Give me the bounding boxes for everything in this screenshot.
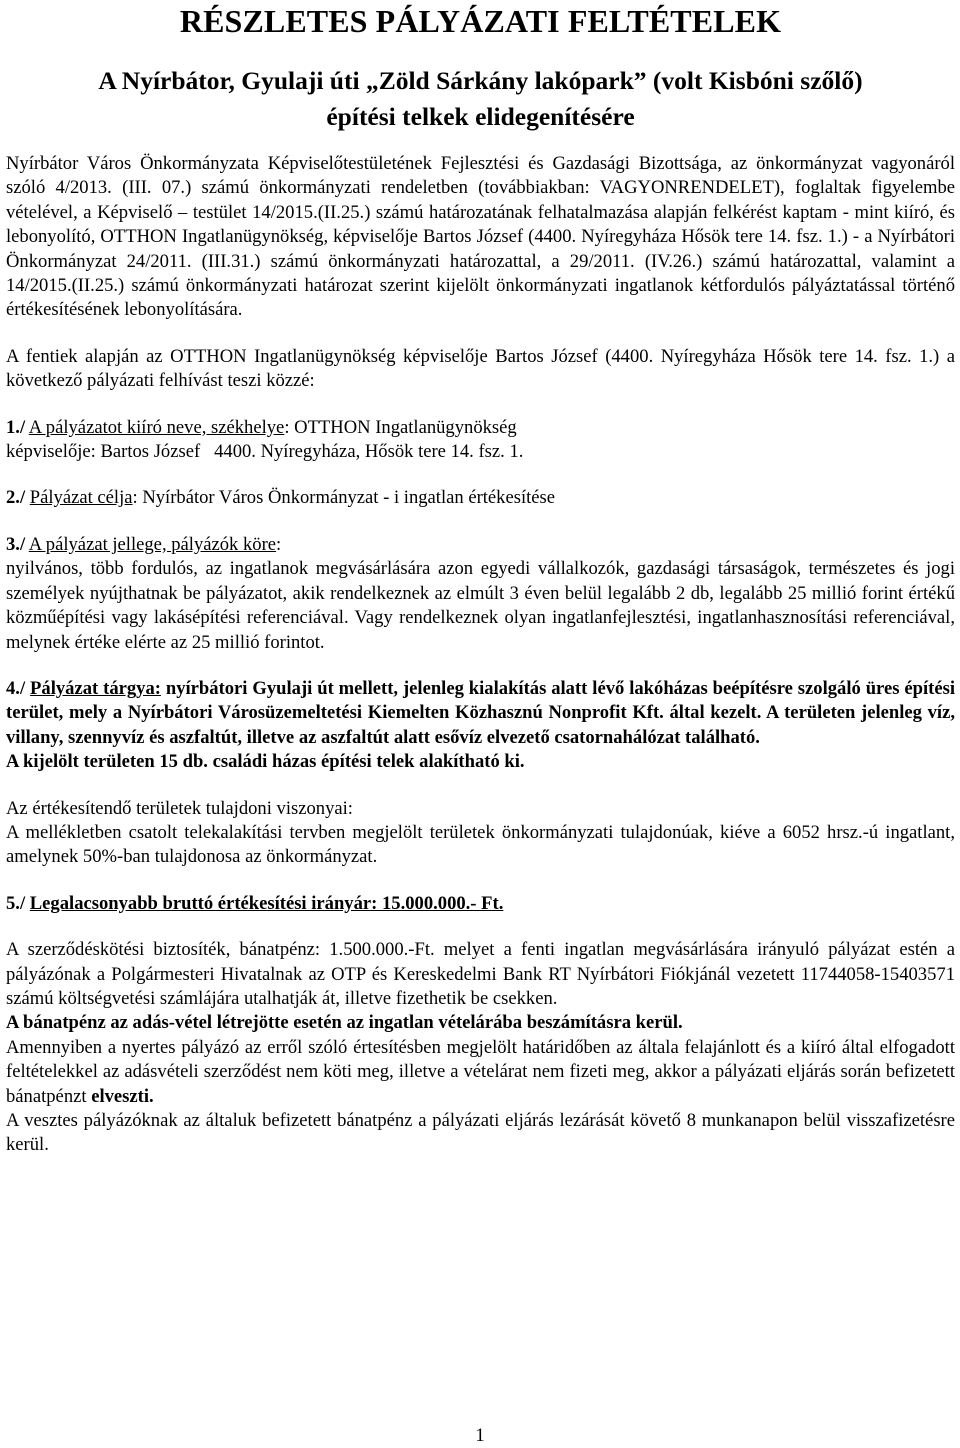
ownership-heading: Az értékesítendő területek tulajdoni viszonyai: [6, 797, 353, 819]
deposit-paragraph-3: Amennyiben a nyertes pályázó az erről szóló értesítésben megjelölt határidőben az általa felajánlott és a kiíró által elfogadott feltételekkel az adásvételi szerződést nem köti meg, illetve a vételárat nem fizeti meg, akkor a pályázati eljárás során befizetett bánatpénzt elveszti. [6, 1036, 955, 1107]
document-title: RÉSZLETES PÁLYÁZATI FELTÉTELEK [179, 3, 782, 39]
section-2 [6, 486, 955, 510]
ownership-body: A mellékletben csatolt telekalakítási tervben megjelölt területek önkormányzati tulajdonúak, kiéve a 6052 hrsz.-ú ingatlant, amelynek 50%-ban tulajdonosa az önkormányzat. [6, 821, 955, 868]
section-1-number: 1./ [6, 416, 26, 438]
section-3-label: A pályázat jellege, pályázók köre [28, 533, 277, 555]
section-4-label: Pályázat tárgya: [30, 677, 161, 699]
deposit-forfeit-word: elveszti. [91, 1085, 154, 1107]
section-3-colon: : [276, 533, 282, 555]
deposit-paragraph-1: A szerződéskötési biztosíték, bánatpénz: 1.500.000.-Ft. melyet a fenti ingatlan megvásárlására irányuló pályázat estén a pályázónak a Polgármesteri Hivatalnak az OTP és Kereskedelmi Bank RT Nyírbátori Fiókjánál vezetett 11744058-15403571 számú költségvetési számlájára utalhatják át, illetve fizethetik be csekken. [6, 939, 955, 1009]
section-1-label: A pályázatot kiíró neve, székhelye [28, 416, 285, 438]
section-3-number: 3./ [6, 533, 26, 555]
subtitle-line-1: A Nyírbátor, Gyulaji úti „Zöld Sárkány lakópark” (volt Kisbóni szőlő) [98, 66, 863, 95]
section-4-plots: A kijelölt területen 15 db. családi házas építési telek alakítható ki. [6, 751, 525, 773]
intro-paragraph: Nyírbátor Város Önkormányzata Képviselőtestületének Fejlesztési és Gazdasági Bizottsága, az önkormányzat vagyonáról szóló 4/2013. (III. 07.) számú önkormányzati rendeletben (továbbiakban: VAGYONRENDELET), foglaltak figyelembe vételével, a Képviselő – testület 14/2015.(II.25.) számú határozatának felhatalmazása alapján felkérést kaptam - mint kiíró, és lebonyolító, OTTHON Ingatlanügynökség, képviselője Bartos József (4400. Nyíregyháza Hősök tere 14. fsz. 1.) - a Nyírbátori Önkormányzat 24/2011. (III.31.) számú önkormányzati határozattal, a 29/2011. (IV.26.) számú határozattal, valamint a 14/2015.(II.25.) számú önkormányzati határozat szerint kijelölt önkormányzati ingatlanok kétfordulós pályáztatással történő értékesítésének lebonyolítására. [6, 153, 955, 321]
announcement-paragraph: A fentiek alapján az OTTHON Ingatlanügynökség képviselője Bartos József (4400. Nyíregyháza Hősök tere 14. fsz. 1.) a következő pályázati felhívást teszi közzé: [6, 345, 955, 392]
document-subtitle [6, 63, 955, 135]
page-number: 1 [475, 1425, 485, 1446]
deposit-paragraph-2: A bánatpénz az adás-vétel létrejötte esetén az ingatlan vételárába beszámításra kerül. [6, 1012, 683, 1034]
section-4-number: 4./ [6, 677, 26, 699]
section-3 [6, 533, 955, 655]
section-2-value: : Nyírbátor Város Önkormányzat - i ingatlan értékesítése [132, 487, 556, 509]
section-2-label: Pályázat célja [29, 487, 133, 509]
deposit-section [6, 938, 955, 1158]
section-2-number: 2./ [6, 487, 26, 509]
section-1-line-1 [6, 416, 955, 440]
deposit-paragraph-4: A vesztes pályázóknak az általuk befizetett bánatpénz a pályázati eljárás lezárását követő 8 munkanapon belül visszafizetésre kerül. [6, 1110, 955, 1156]
section-3-body: nyilvános, több fordulós, az ingatlanok megvásárlására azon egyedi vállalkozók, gazdasági társaságok, természetes és jogi személyek nyújthatnak be pályázatot, akik rendelkeznek az elmúlt 3 éven belül legalább 2 db, legalább 25 millió forint értékű közműépítési vagy lakásépítési referenciával. Vagy rendelkeznek olyan ingatlanfejlesztési, ingatlanhasznosítási referenciával, melynek értéke elérte az 25 millió forintot. [6, 558, 955, 653]
section-1-line-2: képviselője: Bartos József 4400. Nyíregyháza, Hősök tere 14. fsz. 1. [6, 441, 524, 463]
section-5 [6, 892, 955, 916]
section-1 [6, 416, 955, 465]
section-1-value: : OTTHON Ingatlanügynökség [284, 416, 517, 438]
section-5-number: 5./ [6, 892, 26, 914]
section-4-body: nyírbátori Gyulaji út mellett, jelenleg kialakítás alatt lévő lakóházas beépítésre szolgáló üres építési terület, mely a Nyírbátori Városüzemeltetési Kiemelten Közhasznú Nonprofit Kft. által kezelt. A területen jelenleg víz, villany, szennyvíz és aszfaltút, illetve az aszfaltút alatt esővíz elvezető csatornahálózat található. [6, 677, 955, 748]
ownership-section [6, 797, 955, 870]
section-4 [6, 677, 955, 775]
document-page [6, 0, 955, 1158]
subtitle-line-2: építési telkek elidegenítésére [326, 102, 635, 131]
section-5-label: Legalacsonyabb bruttó értékesítési irányár: 15.000.000.- Ft. [29, 892, 504, 914]
